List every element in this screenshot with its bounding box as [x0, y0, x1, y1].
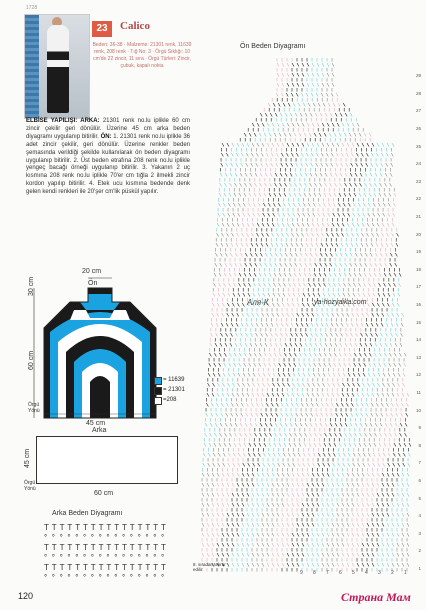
watermark: Аля-К	[247, 298, 269, 307]
svg-text:°: °	[98, 573, 102, 582]
svg-text:°: °	[59, 533, 63, 542]
svg-text:°: °	[145, 553, 149, 562]
pattern-title: Calico	[120, 20, 150, 32]
back-instructions: 21301 renk no.lu iplikle 60 cm zincir çekilir geri dönülür. Üzerine 45 cm arka beden diyagramı uygulanıp bitirilir.	[26, 118, 190, 140]
site-watermark: ya-hozyaika.com	[314, 299, 367, 306]
svg-text:°: °	[129, 533, 134, 542]
svg-text:T: T	[83, 523, 88, 532]
legend-label-blue: = 11639	[163, 377, 185, 383]
row-number: 4	[418, 513, 421, 519]
svg-text:T: T	[137, 563, 143, 572]
svg-text:T: T	[145, 563, 151, 572]
svg-text:°: °	[51, 573, 56, 582]
svg-text:°: °	[44, 573, 48, 582]
row-number: 3	[418, 530, 421, 536]
row-number: 18	[415, 266, 421, 272]
svg-text:°: °	[51, 533, 56, 542]
model-photo	[24, 14, 90, 119]
svg-text:°: °	[75, 553, 79, 562]
svg-text:°: °	[137, 573, 141, 582]
front-color-bands	[40, 282, 160, 422]
svg-text:T: T	[153, 543, 159, 552]
svg-text:°: °	[122, 573, 126, 582]
scale-number: 3	[378, 570, 381, 576]
svg-text:°: °	[161, 573, 165, 582]
svg-text:°: °	[59, 573, 63, 582]
row-number: 7	[418, 460, 421, 466]
svg-text:T: T	[51, 543, 57, 552]
front-instructions: 1. 21301 renk no.lu iplikle 36 adet zincir çekilir, geri dönülür. Üzerine renkler beden şemasında verildiği şekilde kullanılarak ön beden diyagramı uygulanıp bitirilir. 2. Üst beden etrafına 208 renk no.lu iplikle yengeç bacağı örneği uygulanıp bitirilir. 3. Yakanın 2 uç kısmına 208 renk no.lu iplikle 70'er cm tığla 2 ilmekli zincir kordon yapılıp bitirilir. 4. Etek ucu kısmına bedende denk gelen kendi renkleri ile 20'şer cm'lik püskül yapılır.	[26, 133, 190, 196]
svg-text:°: °	[51, 553, 56, 562]
svg-text:T: T	[122, 543, 127, 552]
svg-text:T: T	[122, 523, 127, 532]
top-height-label: 30 cm	[28, 276, 35, 296]
row-number: 22	[415, 196, 421, 202]
svg-text:T: T	[114, 563, 120, 572]
scale-number: 6	[339, 570, 342, 576]
row-number: 27	[415, 108, 421, 114]
row-number: 1	[418, 566, 421, 571]
svg-text:T: T	[129, 563, 135, 572]
back-schema-rect	[36, 436, 178, 484]
row-number: 25	[415, 143, 421, 149]
svg-text:°: °	[67, 533, 71, 542]
svg-text:°: °	[83, 553, 87, 562]
svg-text:T: T	[67, 543, 73, 552]
svg-text:T: T	[98, 523, 104, 532]
scale-number: 4	[365, 570, 368, 576]
svg-text:T: T	[129, 543, 135, 552]
svg-text:T: T	[145, 523, 151, 532]
row-number: 28	[415, 90, 421, 96]
row-number: 23	[415, 178, 421, 184]
row-number: 19	[415, 249, 421, 255]
top-width-label: 20 cm	[82, 268, 102, 275]
svg-text:T: T	[161, 543, 166, 552]
body-height-label: 60 cm	[28, 350, 35, 370]
svg-text:°: °	[153, 553, 157, 562]
scale-number: 9	[300, 570, 303, 576]
svg-text:T: T	[51, 523, 57, 532]
svg-text:°: °	[44, 553, 48, 562]
svg-text:°: °	[98, 553, 102, 562]
row-number: 8	[418, 442, 421, 448]
back-direction-label: Örgü Yönü	[24, 480, 36, 492]
svg-text:°: °	[129, 553, 134, 562]
back-label: Arka	[92, 427, 107, 434]
page-number: 120	[18, 591, 34, 601]
front-label: Ön	[88, 280, 98, 287]
svg-text:T: T	[90, 523, 96, 532]
row-number: 17	[415, 284, 421, 290]
repeat-note: 8. sıradan tekrar edilir	[193, 562, 226, 572]
pattern-number-badge: 23	[92, 21, 112, 37]
svg-text:T: T	[44, 543, 49, 552]
row-number: 6	[418, 478, 421, 483]
row-number: 2	[418, 548, 421, 554]
back-diagram-title: Arka Beden Diyagramı	[52, 510, 123, 517]
svg-text:T: T	[137, 543, 143, 552]
svg-text:T: T	[153, 563, 159, 572]
svg-text:°: °	[67, 553, 71, 562]
svg-text:°: °	[153, 533, 157, 542]
svg-text:°: °	[44, 533, 48, 542]
svg-text:T: T	[106, 523, 112, 532]
svg-text:T: T	[75, 543, 81, 552]
svg-text:°: °	[122, 533, 126, 542]
row-number: 15	[415, 319, 421, 325]
svg-text:T: T	[114, 523, 120, 532]
svg-text:°: °	[106, 533, 110, 542]
row-number: 5	[418, 495, 421, 501]
footer-logo: Страна Мам	[341, 590, 411, 604]
svg-text:T: T	[106, 543, 112, 552]
pattern-specs: Beden: 36-38 · Malzeme: 21301 renk, 11639 renk, 208 renk · Tığ No: 3 · Örgü Sıklığı: 10 cm'de 22 zincir, 11 sıra · Örgü Türleri: Zincir, çubuk, kapalı nokta	[92, 42, 192, 69]
svg-text:°: °	[106, 573, 110, 582]
svg-text:°: °	[137, 553, 141, 562]
svg-text:°: °	[67, 573, 71, 582]
svg-text:T: T	[161, 523, 166, 532]
svg-text:°: °	[137, 533, 141, 542]
svg-text:°: °	[114, 533, 118, 542]
svg-text:T: T	[59, 563, 65, 572]
row-number: 12	[415, 372, 421, 378]
svg-text:T: T	[153, 523, 159, 532]
svg-text:T: T	[114, 543, 120, 552]
svg-text:°: °	[98, 533, 102, 542]
front-heading: ÖN:	[100, 133, 112, 140]
row-number: 10	[415, 407, 421, 413]
svg-text:°: °	[145, 573, 149, 582]
svg-text:°: °	[75, 533, 79, 542]
row-number: 9	[418, 425, 421, 431]
row-number: 26	[415, 126, 421, 131]
front-diagram-title: Ön Beden Diyagramı	[240, 43, 306, 50]
svg-text:°: °	[106, 553, 110, 562]
svg-text:°: °	[161, 533, 165, 542]
legend-swatch-white	[154, 397, 162, 405]
svg-text:°: °	[161, 553, 165, 562]
svg-text:T: T	[145, 543, 151, 552]
svg-text:T: T	[106, 563, 112, 572]
svg-text:T: T	[44, 563, 49, 572]
scale-number: 7	[326, 570, 329, 576]
svg-text:°: °	[145, 533, 149, 542]
row-number: 16	[415, 302, 421, 307]
svg-text:T: T	[75, 563, 81, 572]
svg-text:T: T	[137, 523, 143, 532]
svg-text:T: T	[59, 543, 65, 552]
svg-text:°: °	[83, 533, 87, 542]
svg-text:°: °	[90, 533, 95, 542]
svg-text:T: T	[59, 523, 65, 532]
svg-text:°: °	[114, 573, 118, 582]
svg-text:°: °	[122, 553, 126, 562]
instructions-text	[26, 118, 190, 197]
svg-text:T: T	[98, 563, 104, 572]
row-number: 21	[415, 214, 421, 219]
legend-label-white: =208	[163, 397, 177, 403]
svg-text:°: °	[153, 573, 157, 582]
svg-text:T: T	[122, 563, 127, 572]
svg-text:T: T	[83, 543, 88, 552]
front-diagram	[182, 52, 412, 580]
row-numbers	[407, 56, 421, 576]
back-diagram	[40, 520, 170, 588]
row-number: 14	[415, 337, 421, 343]
legend-label-black: = 21301	[163, 387, 185, 393]
row-number: 24	[415, 161, 421, 167]
legend-swatch-black	[154, 387, 162, 395]
svg-text:°: °	[90, 553, 95, 562]
back-width-label: 60 cm	[94, 490, 114, 497]
scale-number: 5	[352, 570, 355, 576]
scale-number: 1	[404, 570, 407, 576]
row-number: 13	[415, 354, 421, 360]
row-number: 20	[415, 231, 421, 237]
svg-text:T: T	[67, 563, 73, 572]
legend-swatch-blue	[154, 377, 162, 385]
svg-text:T: T	[51, 563, 57, 572]
svg-text:T: T	[90, 543, 96, 552]
svg-text:°: °	[114, 553, 118, 562]
svg-text:T: T	[161, 563, 166, 572]
svg-text:°: °	[90, 573, 95, 582]
corner-code: 1728	[26, 5, 38, 11]
scale-number: 8	[313, 570, 316, 576]
row-number: 29	[415, 73, 421, 79]
row-number: 11	[416, 390, 421, 395]
svg-text:T: T	[90, 563, 96, 572]
svg-text:T: T	[44, 523, 49, 532]
bottom-scale	[300, 570, 415, 578]
svg-text:°: °	[75, 573, 79, 582]
instructions-heading: ELBİSE YAPILIŞI: ARKA:	[26, 118, 100, 124]
svg-text:T: T	[75, 523, 81, 532]
front-direction-label: Örgü Yönü	[28, 402, 40, 414]
scale-number: 2	[391, 570, 394, 576]
svg-text:T: T	[129, 523, 135, 532]
back-height-label: 45 cm	[24, 448, 31, 468]
svg-text:T: T	[67, 523, 73, 532]
svg-text:°: °	[83, 573, 87, 582]
svg-text:°: °	[59, 553, 63, 562]
svg-text:T: T	[98, 543, 104, 552]
bottom-width-label: 45 cm	[86, 420, 106, 427]
svg-text:°: °	[129, 573, 134, 582]
svg-text:T: T	[83, 563, 88, 572]
